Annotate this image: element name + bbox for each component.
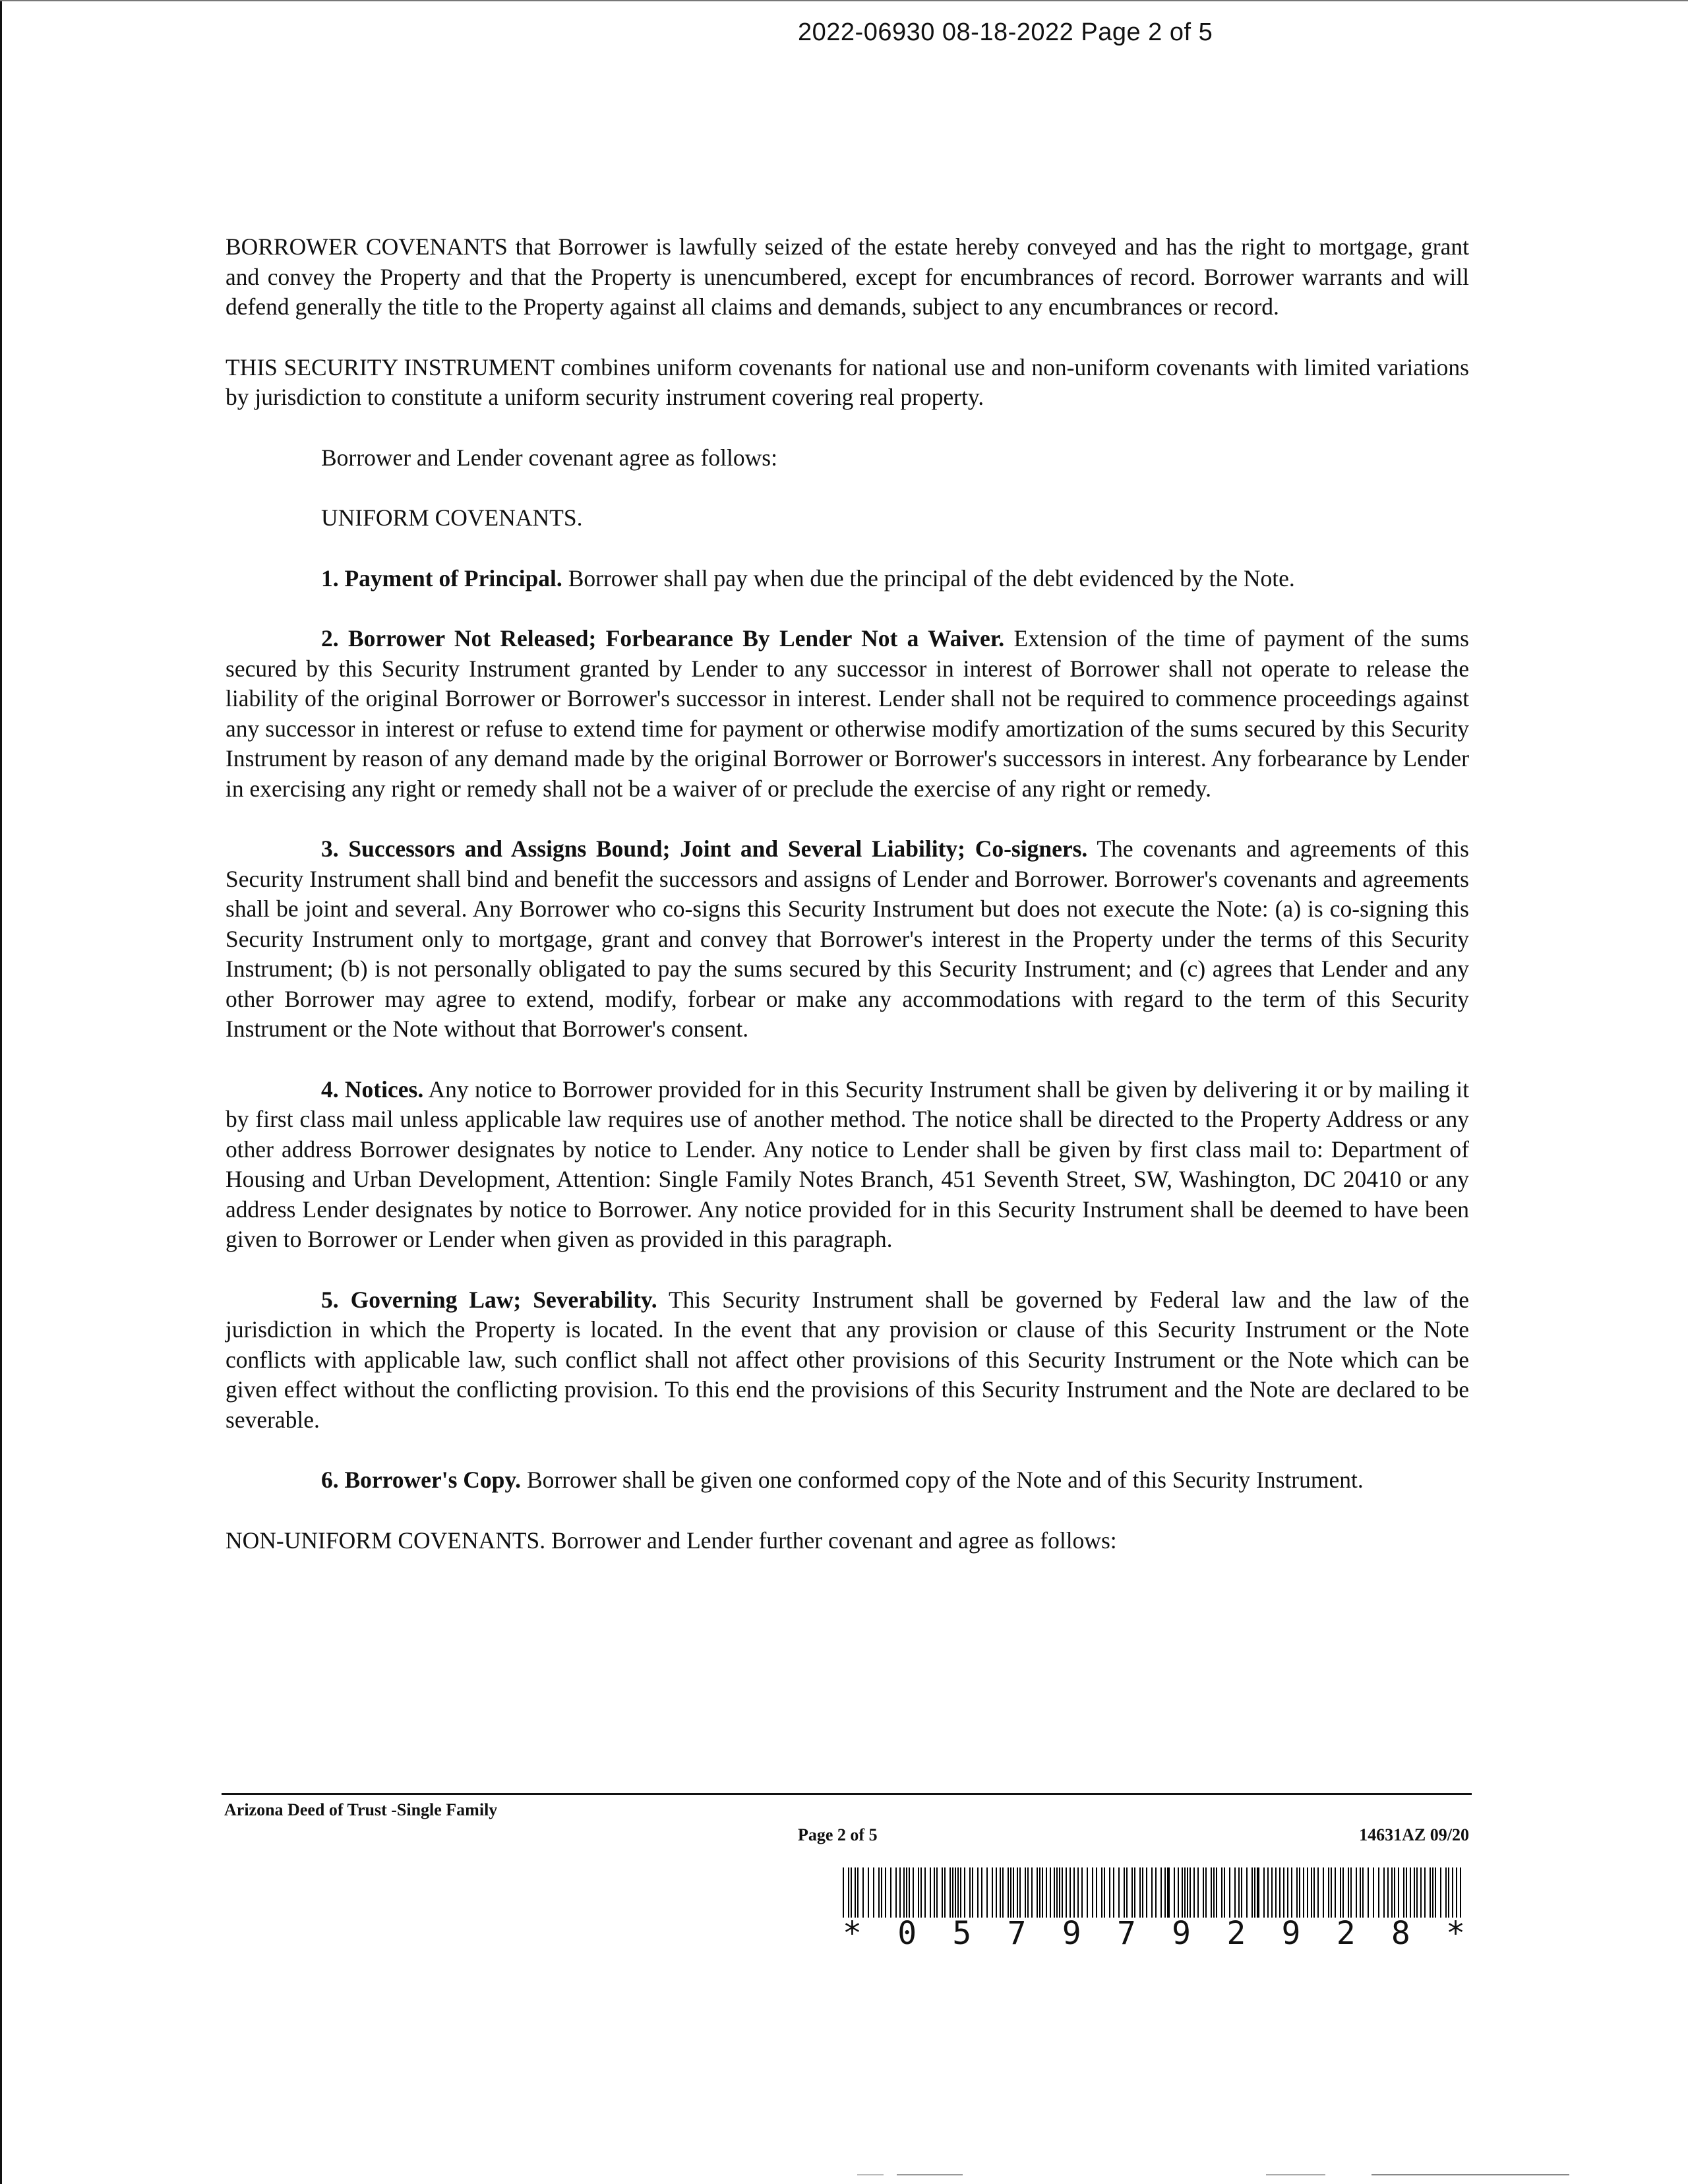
form-name: Arizona Deed of Trust -Single Family xyxy=(224,1800,498,1819)
section-6-body: Borrower shall be given one conformed copy of the Note and of this Security Instrument. xyxy=(521,1467,1364,1493)
recording-stamp: 2022-06930 08-18-2022 Page 2 of 5 xyxy=(798,18,1213,46)
barcode-char: 9 xyxy=(1172,1915,1191,1952)
section-6 xyxy=(226,1465,1469,1496)
barcode-image xyxy=(843,1867,1465,1918)
section-4-body: Any notice to Borrower provided for in this Security Instrument shall be given by delivering it or by mailing it by first class mail unless applicable law requires use of another method. The notice shall be directed to the Property Address or any other address Borrower designates by notice to Lender. Any notice to Lender shall be given by first class mail to: Department of Housing and Urban Development, Attention: Single Family Notes Branch, 451 Seventh Street, SW, Washington, DC 20410 or any address Lender designates by notice to Borrower. Any notice provided for in this Security Instrument shall be deemed to have been given to Borrower or Lender when given as provided in this paragraph. xyxy=(226,1076,1470,1252)
barcode-char: * xyxy=(1446,1915,1465,1952)
scan-artifact-marks xyxy=(857,2173,1582,2176)
agreement-intro: Borrower and Lender covenant agree as follows: xyxy=(321,444,777,471)
section-3-heading: 3. Successors and Assigns Bound; Joint and Several Liability; Co-signers. xyxy=(321,835,1088,862)
scan-left-edge xyxy=(0,0,2,2184)
document-body xyxy=(226,232,1469,1586)
section-3 xyxy=(226,834,1469,1045)
section-4-heading: 4. Notices. xyxy=(321,1076,424,1103)
non-uniform-covenants-paragraph: NON-UNIFORM COVENANTS. Borrower and Lender further covenant and agree as follows: xyxy=(226,1527,1117,1554)
section-1-heading: 1. Payment of Principal. xyxy=(321,564,562,592)
section-5-body: This Security Instrument shall be governed by Federal law and the law of the jurisdiction in which the Property is located. In the event that any provision or clause of this Security Instrument or the Note conflicts with applicable law, such conflict shall not affect other provisions of this Security Instrument or the Note which can be given effect without the conflicting provision. To this end the provisions of this Security Instrument and the Note are declared to be severable. xyxy=(226,1286,1469,1433)
barcode-char: 7 xyxy=(1116,1915,1136,1952)
section-2-heading: 2. Borrower Not Released; Forbearance By Lender Not a Waiver. xyxy=(321,625,1005,652)
uniform-covenants-title: UNIFORM COVENANTS. xyxy=(321,504,583,531)
barcode-char: 0 xyxy=(897,1915,917,1952)
security-instrument-paragraph: THIS SECURITY INSTRUMENT combines uniform covenants for national use and non-uniform covenants with limited variations by jurisdiction to constitute a uniform security instrument covering real property. xyxy=(226,353,1469,410)
form-code: 14631AZ 09/20 xyxy=(1359,1825,1469,1844)
barcode-char: 7 xyxy=(1007,1915,1027,1952)
section-5 xyxy=(226,1285,1469,1436)
section-1-body: Borrower shall pay when due the principal of the debt evidenced by the Note. xyxy=(562,564,1295,592)
page-number: Page 2 of 5 xyxy=(798,1825,878,1844)
barcode-char: 8 xyxy=(1391,1915,1410,1952)
section-2 xyxy=(226,624,1469,804)
section-3-body: The covenants and agreements of this Security Instrument shall bind and benefit the successors and assigns of Lender and Borrower. Borrower's covenants and agreements shall be joint and several. Any Borrower who co-signs this Security Instrument but does not execute the Note: (a) is co-signing this Security Instrument only to mortgage, grant and convey that Borrower's interest in the Property under the terms of this Security Instrument; (b) is not personally obligated to pay the sums secured by this Security Instrument; and (c) agrees that Lender and any other Borrower may agree to extend, modify, forbear or make any accommodations with regard to the term of this Security Instrument or the Note without that Borrower's consent. xyxy=(226,835,1469,1042)
section-5-heading: 5. Governing Law; Severability. xyxy=(321,1286,657,1313)
section-4 xyxy=(226,1075,1469,1255)
footer-divider xyxy=(222,1793,1472,1795)
barcode-char: 9 xyxy=(1062,1915,1081,1952)
borrower-covenants-paragraph: BORROWER COVENANTS that Borrower is lawfully seized of the estate hereby conveyed and has the right to mortgage, grant and convey the Property and that the Property is unencumbered, except for encumbrances of record. Borrower warrants and will defend generally the title to the Property against all claims and demands, subject to any encumbrances or record. xyxy=(226,233,1469,320)
barcode-char: 2 xyxy=(1226,1915,1246,1952)
barcode-char: * xyxy=(843,1915,862,1952)
barcode-number xyxy=(843,1915,1465,1952)
section-2-body: Extension of the time of payment of the sums secured by this Security Instrument granted by Lender to any successor in interest of Borrower shall not operate to release the liability of the original Borrower or Borrower's successor in interest. Lender shall not be required to commence proceedings against any successor in interest or refuse to extend time for payment or otherwise modify amortization of the sums secured by this Security Instrument by reason of any demand made by the original Borrower or Borrower's successors in interest. Any forbearance by Lender in exercising any right or remedy shall not be a waiver of or preclude the exercise of any right or remedy. xyxy=(226,625,1469,802)
barcode-char: 5 xyxy=(952,1915,972,1952)
barcode-char: 9 xyxy=(1281,1915,1301,1952)
barcode-char: 2 xyxy=(1336,1915,1356,1952)
section-1 xyxy=(226,564,1469,594)
section-6-heading: 6. Borrower's Copy. xyxy=(321,1467,522,1493)
scan-top-edge xyxy=(0,0,1688,1)
